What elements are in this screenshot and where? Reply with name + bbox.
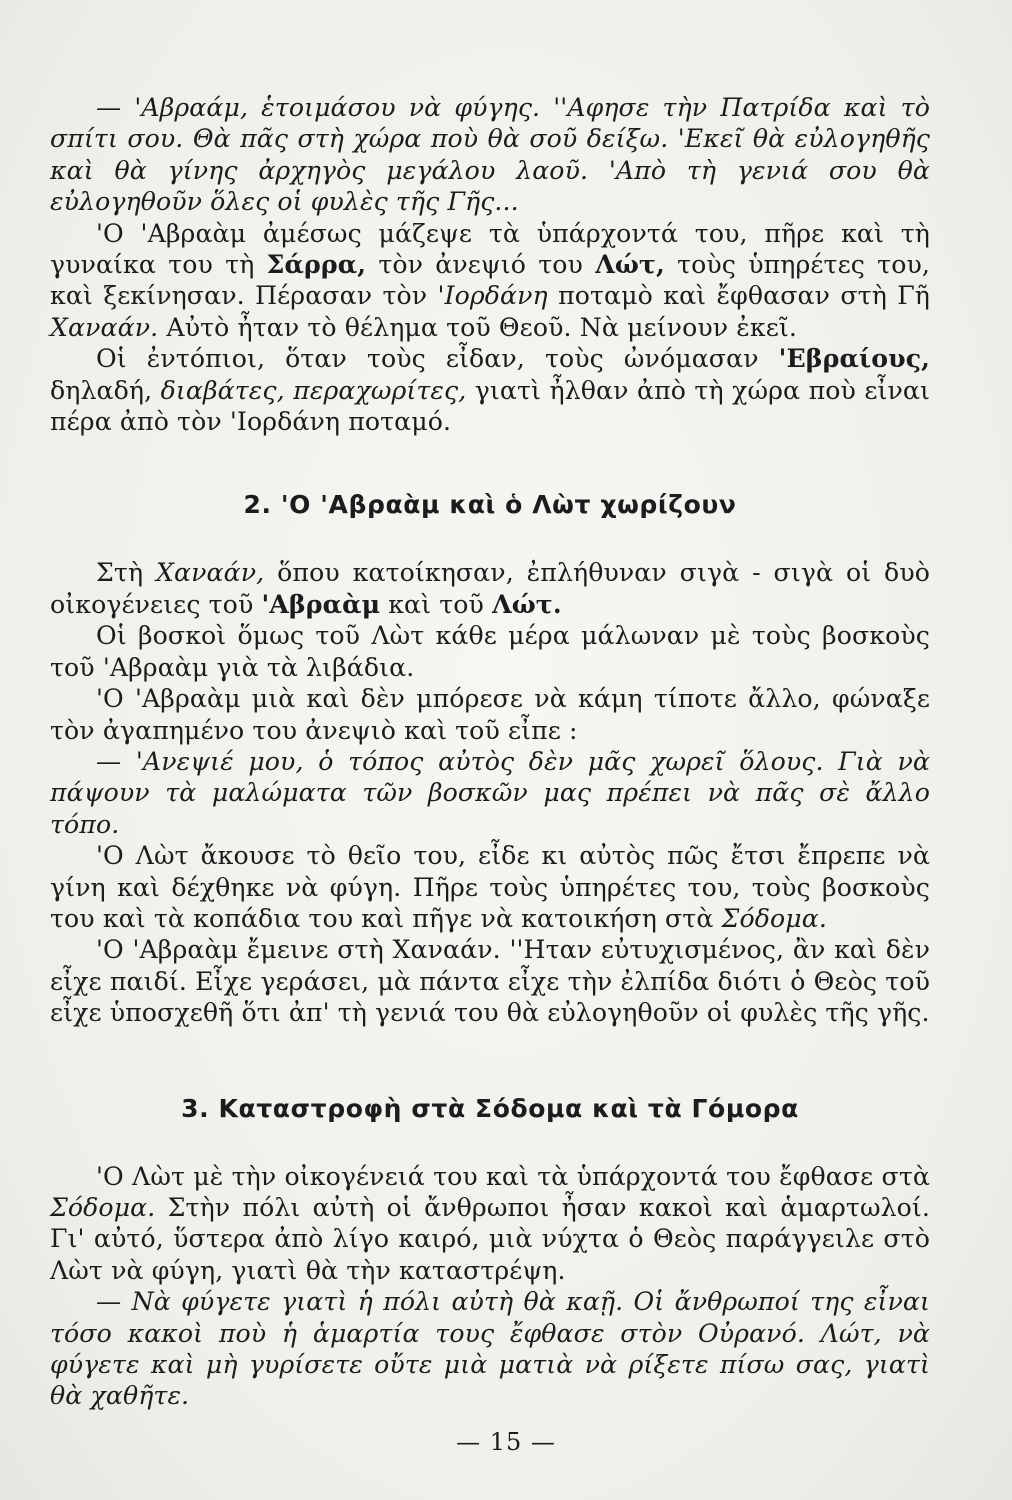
hebrews-paragraph	[50, 343, 930, 437]
promise-paragraph: 'Ο 'Αβραὰμ ἔμεινε στὴ Χαναάν. ''Ηταν εὐτυχισμένος, ἂν καὶ δὲν εἶχε παιδί. Εἶχε γεράσει, μὰ πάντα εἶχε τὴν ἐλπίδα διότι ὁ Θεὸς τοῦ εἶχε ὑποσχεθῆ ὅτι ἀπ' τὴ γενιά του θὰ εὐλογηθοῦν οἱ φυλὲς τῆς γῆς.	[50, 935, 930, 1028]
abraham-speech	[50, 746, 930, 840]
place-jordan: 'Ιορδάνη	[437, 281, 548, 311]
section-3-heading: 3. Καταστροφὴ στὰ Σόδομα καὶ τὰ Γόμορα	[181, 1093, 799, 1123]
term-crossers: διαβάτες, περαχωρίτες,	[160, 375, 467, 405]
text-segment: γιατὶ ἦλθαν ἀπὸ τὴ χώρα ποὺ εἶναι πέρα ἀπὸ τὸν 'Ιορδάνη ποταμό.	[50, 375, 930, 437]
gods-command-quote: — 'Αβραάμ, ἑτοιμάσου νὰ φύγης. ''Αφησε τὴν Πατρίδα καὶ τὸ σπίτι σου. Θὰ πᾶς στὴ χώρα ποὺ θὰ σοῦ δείξω. 'Εκεῖ θὰ εὐλογηθῆς καὶ θὰ γίνης ἀρχηγὸς μεγάλου λαοῦ. 'Απὸ τὴ γενιά σου θὰ εὐλογηθοῦν ὅλες οἱ φυλὲς τῆς Γῆς...	[50, 93, 930, 217]
lot-leaves-paragraph	[50, 840, 930, 934]
name-sarra: Σάρρα,	[266, 249, 367, 280]
abraham-calls-lot-paragraph: 'Ο 'Αβραὰμ μιὰ καὶ δὲν μπόρεσε νὰ κάμη τίποτε ἄλλο, φώναξε τὸν ἀγαπημένο του ἀνεψιὸ καὶ τοῦ εἶπε :	[50, 684, 930, 745]
place-sodom: Σόδομα.	[721, 903, 827, 933]
angels-warning-quote: — Νὰ φύγετε γιατὶ ἡ πόλι αὐτὴ θὰ καῇ. Οἱ ἄνθρωποί της εἶναι τόσο κακοὶ ποὺ ἡ ἁμαρτία τους ἔφθασε στὸν Οὐρανό. Λώτ, νὰ φύγετε καὶ μὴ γυρίσετε οὔτε μιὰ ματιὰ νὰ ρίξετε πίσω σας, γιατὶ θὰ χαθῆτε.	[50, 1287, 930, 1411]
name-lot: Λώτ.	[492, 588, 562, 619]
angels-warning-speech	[50, 1286, 930, 1412]
families-paragraph	[50, 557, 930, 620]
abraham-departure-paragraph	[50, 218, 930, 344]
text-segment: ὅπου κατοίκησαν, ἐπλήθυναν σιγὰ - σιγὰ οἱ δυὸ οἰκογένειες τοῦ	[50, 558, 930, 619]
name-lot: Λώτ,	[595, 249, 665, 280]
text-segment: Αὐτὸ ἦταν τὸ θέλημα τοῦ Θεοῦ. Νὰ μείνουν ἐκεῖ.	[158, 312, 797, 342]
place-sodom: Σόδομα.	[50, 1192, 156, 1222]
text-segment: 'Ο 'Αβραὰμ ἀμέσως μάζεψε τὰ ὑπάρχοντά του, πῆρε καὶ τὴ γυναίκα του τὴ	[50, 218, 930, 280]
text-segment: τὸν ἀνεψιό του	[366, 250, 596, 280]
gods-command-speech	[50, 92, 930, 218]
text-segment: 'Ο Λὼτ ἄκουσε τὸ θεῖο του, εἶδε κι αὐτὸς πῶς ἔτσι ἔπρεπε νὰ γίνη καὶ δέχθηκε νὰ φύγη. Πῆρε τοὺς ὑπηρέτες του, τοὺς βοσκοὺς του καὶ τὰ κοπάδια του καὶ πῆγε νὰ κατοικήση στὰ	[50, 841, 930, 933]
text-segment: Οἱ ἐντόπιοι, ὅταν τοὺς εἶδαν, τοὺς ὠνόμασαν	[96, 344, 779, 374]
section-2-heading: 2. 'Ο 'Αβραὰμ καὶ ὁ Λὼτ χωρίζουν	[243, 490, 737, 520]
place-canaan: Χαναάν.	[50, 312, 159, 342]
name-abraham: 'Αβραὰμ	[261, 588, 381, 619]
text-segment: Στὴν πόλι αὐτὴ οἱ ἄνθρωποι ἦσαν κακοὶ καὶ ἁμαρτωλοί. Γι' αὐτό, ὕστερα ἀπὸ λίγο καιρό, μιὰ νύχτα ὁ Θεὸς παράγγειλε στὸ Λὼτ νὰ φύγη, γιατὶ θὰ τὴν καταστρέψη.	[50, 1192, 930, 1285]
text-segment: 'Ο Λὼτ μὲ τὴν οἰκογένειά του καὶ τὰ ὑπάρχοντά του ἔφθασε στὰ	[96, 1161, 930, 1191]
text-segment: ποταμὸ καὶ ἔφθασαν στὴ Γῆ	[547, 281, 930, 311]
text-segment: Στὴ	[96, 558, 156, 588]
text-segment: δηλαδή,	[50, 375, 161, 405]
sodom-paragraph	[50, 1161, 930, 1287]
abraham-speech-quote: — 'Ανεψιέ μου, ὁ τόπος αὐτὸς δὲν μᾶς χωρεῖ ὅλους. Γιὰ νὰ πάψουν τὰ μαλώματα τῶν βοσκῶν μας πρέπει νὰ πᾶς σὲ ἄλλο τόπο.	[50, 746, 930, 839]
page-number: — 15 —	[456, 1428, 556, 1456]
term-hebrews: 'Εβραίους,	[778, 343, 930, 374]
shepherds-paragraph: Οἱ βοσκοὶ ὅμως τοῦ Λὼτ κάθε μέρα μάλωναν μὲ τοὺς βοσκοὺς τοῦ 'Αβραὰμ γιὰ τὰ λιβάδια.	[50, 621, 930, 682]
text-segment: τοὺς ὑπηρέτες του, καὶ ξεκίνησαν. Πέρασαν τὸν	[50, 250, 930, 311]
place-canaan: Χαναάν,	[156, 558, 265, 588]
text-segment: καὶ τοῦ	[380, 589, 493, 619]
